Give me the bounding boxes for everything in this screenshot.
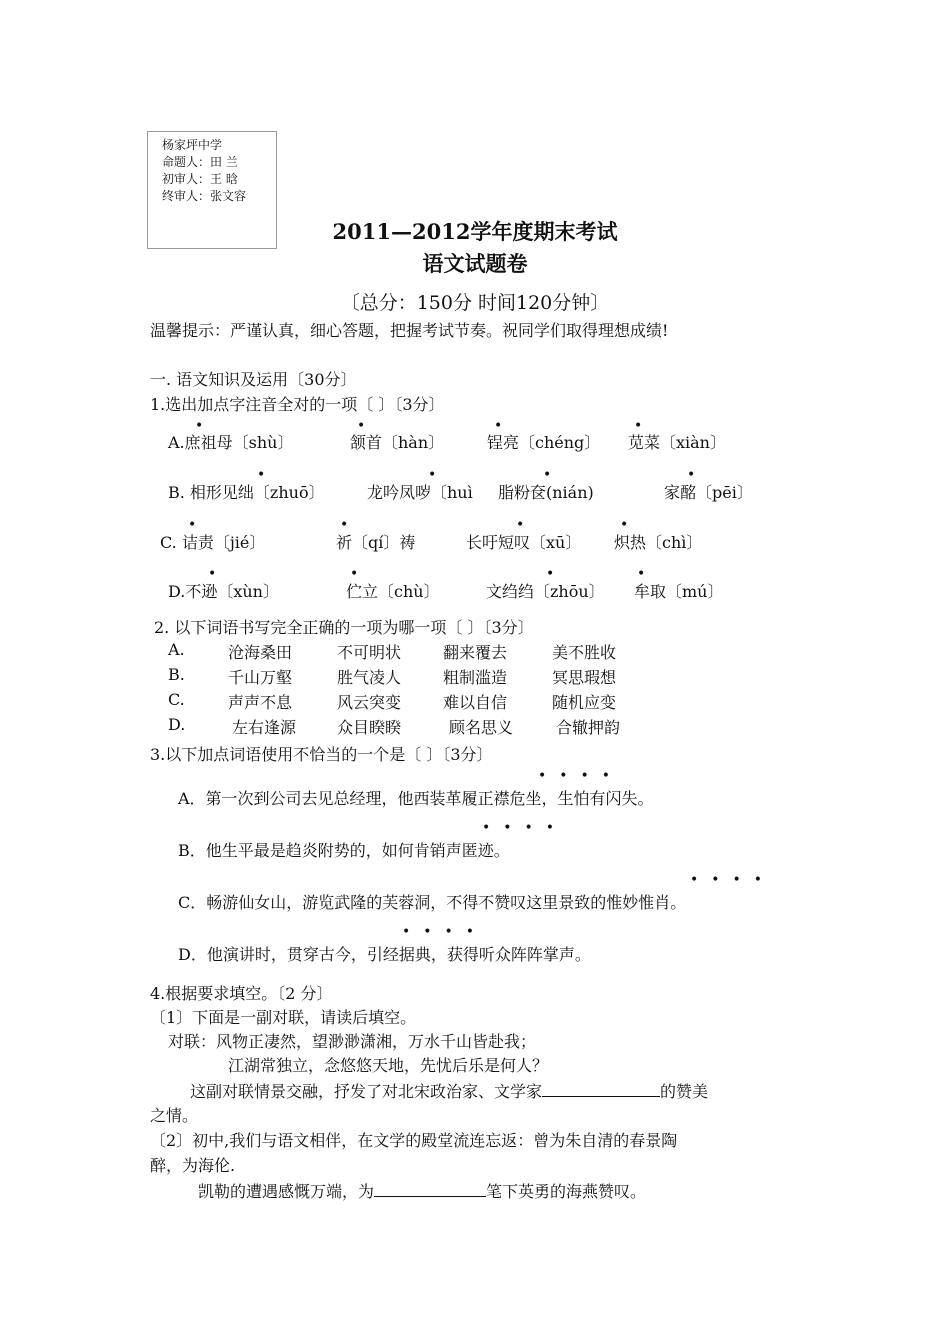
q1-c-2: 祈〔qí〕祷 [336,533,416,552]
fill1-tail: 之情。 [150,1106,199,1125]
q3-d: D．他演讲时，贯穿古今，引经据典，获得听众阵阵掌声。 [178,945,591,964]
couplet-line1: 对联：风物正凄然，望渺渺潇湘，万水千山皆赴我； [168,1032,537,1051]
q2-a-4: 美不胜收 [552,643,617,662]
q2-b-4: 冥思瑕想 [552,668,617,687]
q2-a-3: 翻来覆去 [443,643,508,662]
q4-part1: 〔1〕下面是一副对联，请读后填空。 [150,1008,417,1027]
answer-blank-1[interactable] [542,1082,660,1097]
fill2-post: 笔下英勇的海燕赞叹。 [486,1182,647,1201]
emphasis-dot: • [357,418,366,434]
q1-d-4: 牟取〔mú〕 [634,582,724,601]
emphasis-dot: • [637,566,646,582]
couplet-line2: 江湖常独立，念悠悠天地，先忧后乐是何人？ [228,1056,549,1075]
fill1-line [190,1079,708,1102]
fill1-post: 的赞美 [660,1082,709,1101]
emphasis-dot: • [620,517,629,533]
q2-a-1: 沧海桑田 [228,643,293,662]
emphasis-dot: • [340,517,349,533]
q2-c-1: 声声不息 [228,693,293,712]
final-reviewer: 终审人：张文容 [162,189,247,203]
q4-part2-line1: 〔2〕初中,我们与语文相伴，在文学的殿堂流连忘返：曾为朱自清的春景陶 [150,1131,678,1150]
q2-c-4: 随机应变 [552,693,617,712]
fill1-pre: 这副对联情景交融，抒发了对北宋政治家、文学家 [190,1082,543,1101]
q1-b-2: 龙吟凤哕〔huì [367,483,473,502]
emphasis-dot: • [634,418,643,434]
q2-d-4: 合辙押韵 [556,718,621,737]
emphasis-dot: • [428,467,437,483]
q1-c-1: C. 诘责〔jié〕 [160,533,266,552]
q2-d-label: D. [168,715,186,734]
q2-stem: 2. 以下词语书写完全正确的一项为哪一项〔 〕〔3分〕 [154,618,534,637]
emphasis-dots: •••• [402,924,488,940]
q2-c-2: 风云突变 [337,693,402,712]
q1-b-4: 家酩〔pēi〕 [664,483,753,502]
emphasis-dot: • [208,566,217,582]
q1-b-3: 脂粉奁(nián) [498,483,594,502]
q1-a-4: 苋菜〔xiàn〕 [628,433,726,452]
q1-stem: 1.选出加点字注音全对的一项〔 〕〔3分〕 [150,395,445,414]
emphasis-dot: • [195,418,204,434]
tip: 温馨提示：严谨认真，细心答题，把握考试节奏。祝同学们取得理想成绩! [150,321,669,340]
q3-a: A．第一次到公司去见总经理，他西装革履正襟危坐，生怕有闪失。 [178,789,654,808]
emphasis-dot: • [350,566,359,582]
q2-b-label: B. [168,665,185,684]
exam-subtitle: 语文试题卷 [422,251,528,276]
emphasis-dot: • [543,467,552,483]
q2-b-2: 胜气凌人 [337,668,402,687]
q4-stem: 4.根据要求填空。〔2 分〕 [150,984,333,1003]
q2-d-3: 顾名思义 [449,718,514,737]
q2-a-label: A. [168,640,185,659]
q1-b-1: B. 相形见绌〔zhuō〕 [168,483,325,502]
q1-d-3: 文绉绉〔zhōu〕 [486,582,605,601]
score-time: 〔总分：150分 时间120分钟〕 [340,292,610,314]
q4-part2-line2: 醉，为海伦. [150,1156,236,1175]
school-name: 杨家坪中学 [162,138,223,152]
fill2-line [198,1179,646,1202]
q3-b: B．他生平最是趋炎附势的，如何肯销声匿迹。 [178,841,510,860]
emphasis-dot: • [257,467,266,483]
q1-d-2: 伫立〔chù〕 [346,582,440,601]
q2-a-2: 不可明状 [337,643,402,662]
q2-b-3: 粗制滥造 [443,668,508,687]
q1-c-3: 长吁短叹〔xū〕 [466,533,582,552]
q1-d-1: D.不逊〔xùn〕 [168,582,279,601]
q1-a-2: 颔首〔hàn〕 [350,433,445,452]
q2-d-1: 左右逢源 [232,718,297,737]
exam-title: 2011—2012学年度期末考试 [332,219,618,244]
section1-heading: 一. 语文知识及运用〔30分〕 [150,370,357,389]
emphasis-dot: • [188,517,197,533]
q3-c: C．畅游仙女山，游览武隆的芙蓉洞，不得不赞叹这里景致的惟妙惟肖。 [178,893,687,912]
fill2-pre: 凯勒的遭遇感慨万端，为 [198,1182,375,1201]
q2-c-3: 难以自信 [443,693,508,712]
emphasis-dot: • [494,418,503,434]
q3-stem: 3.以下加点词语使用不恰当的一个是〔 〕〔3分〕 [150,745,493,764]
emphasis-dots: •••• [538,768,624,784]
answer-blank-2[interactable] [374,1182,486,1197]
emphasis-dot: • [516,517,525,533]
q2-d-2: 众目睽睽 [337,718,402,737]
emphasis-dots: •••• [690,872,776,888]
q1-c-4: 炽热〔chì〕 [614,533,703,552]
setter: 命题人：田 兰 [162,155,238,169]
first-reviewer: 初审人：王 晗 [162,172,238,186]
q1-a-3: 锃亮〔chéng〕 [487,433,601,452]
emphasis-dots: •••• [482,820,568,836]
q2-b-1: 千山万壑 [228,668,293,687]
q1-a-1: A.庶祖母〔shù〕 [168,433,294,452]
q2-c-label: C. [168,690,185,709]
emphasis-dot: • [687,467,696,483]
emphasis-dot: • [546,566,555,582]
